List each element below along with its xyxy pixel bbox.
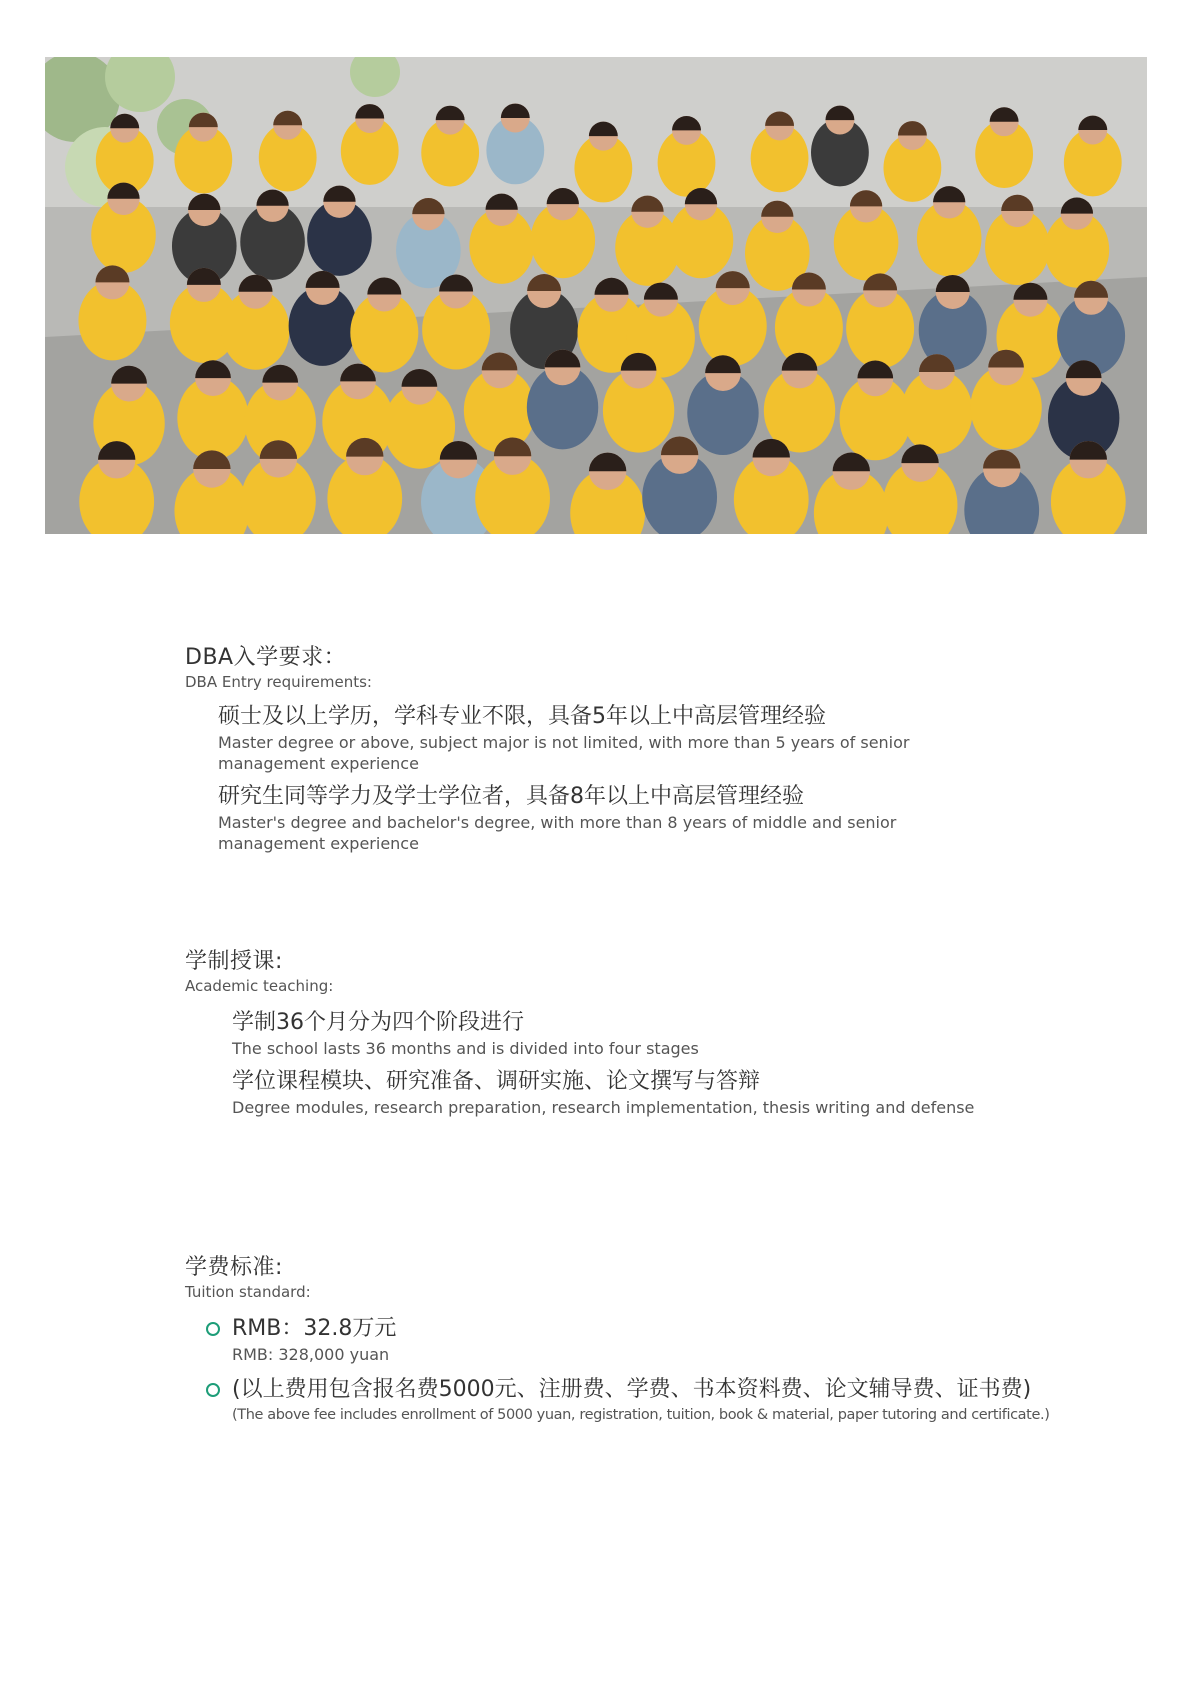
teaching-title-en: Academic teaching: (185, 977, 334, 995)
teaching-item-en: The school lasts 36 months and is divided into four stages (232, 1039, 699, 1058)
tuition-title-en: Tuition standard: (185, 1283, 311, 1301)
entry-title-en: DBA Entry requirements: (185, 673, 372, 691)
tuition-item-en: (The above fee includes enrollment of 5000 yuan, registration, tuition, book & material, paper tutoring and certificate.) (232, 1407, 1050, 1423)
tuition-item-zh: (以上费用包含报名费5000元、注册费、学费、书本资料费、论文辅导费、证书费) (232, 1377, 1032, 1402)
tuition-section (185, 1254, 1085, 1436)
entry-item-zh: 硕士及以上学历，学科专业不限，具备5年以上中高层管理经验 (218, 704, 826, 729)
entry-item-zh: 研究生同等学力及学士学位者，具备8年以上中高层管理经验 (218, 784, 804, 809)
entry-item (218, 782, 918, 854)
entry-requirements-section (185, 644, 1085, 862)
academic-teaching-section (185, 948, 1085, 1126)
entry-title-zh: DBA入学要求： (185, 645, 347, 670)
circle-bullet-icon (206, 1322, 220, 1336)
teaching-title-zh: 学制授课: (185, 949, 283, 974)
group-photo-image (45, 57, 1147, 534)
entry-item-en: Master's degree and bachelor's degree, with more than 8 years of middle and senior management experience (218, 813, 897, 853)
teaching-item (232, 1008, 1085, 1059)
teaching-item (232, 1067, 1085, 1118)
tuition-item-zh: RMB：32.8万元 (232, 1316, 397, 1341)
tuition-item (232, 1375, 1085, 1426)
hero-group-photo (45, 57, 1147, 534)
teaching-item-zh: 学位课程模块、研究准备、调研实施、论文撰写与答辩 (232, 1069, 761, 1094)
teaching-item-en: Degree modules, research preparation, research implementation, thesis writing and defense (232, 1098, 975, 1117)
teaching-item-zh: 学制36个月分为四个阶段进行 (232, 1010, 524, 1035)
tuition-title-zh: 学费标准: (185, 1255, 283, 1280)
entry-item (218, 702, 918, 774)
tuition-item-en: RMB: 328,000 yuan (232, 1345, 390, 1364)
tuition-item (232, 1314, 1085, 1365)
circle-bullet-icon (206, 1383, 220, 1397)
entry-item-en: Master degree or above, subject major is not limited, with more than 5 years of senior management experience (218, 733, 910, 773)
